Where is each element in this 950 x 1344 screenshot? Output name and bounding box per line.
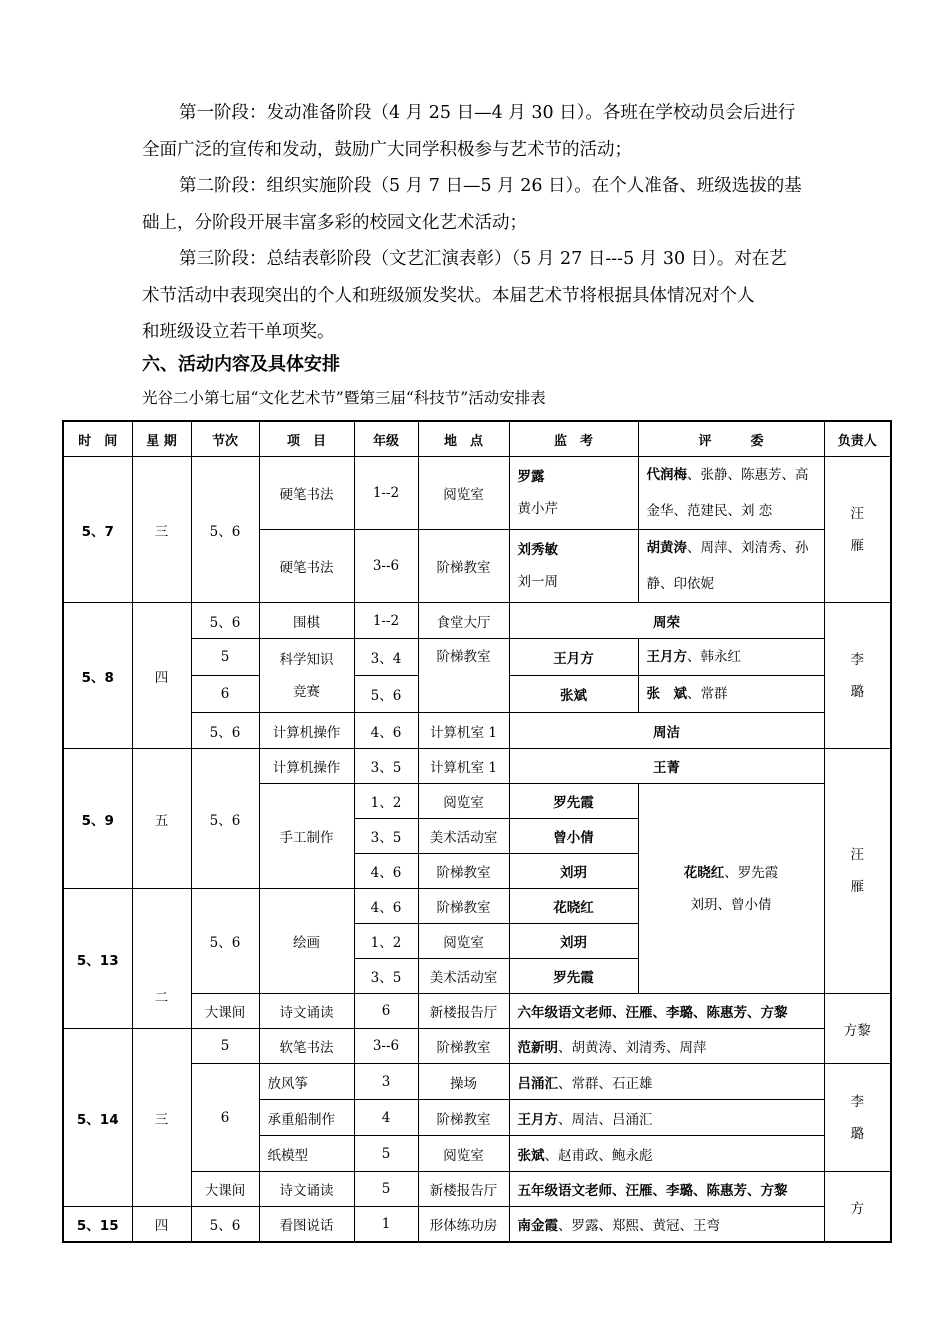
grade-cell: 1--2 <box>354 457 418 530</box>
item-cell: 诗文诵读 <box>259 1172 354 1207</box>
owner-cell <box>824 749 891 994</box>
item-line-1: 科学知识 <box>279 651 334 668</box>
place-cell: 阅览室 <box>418 784 509 819</box>
place-cell: 阶梯教室 <box>418 1029 509 1064</box>
staff-lead: 范新明 <box>517 1040 558 1056</box>
schedule-table <box>62 420 892 1243</box>
place-cell: 操场 <box>418 1064 509 1100</box>
owner-cell <box>824 603 891 749</box>
date-cell: 5、14 <box>63 1029 132 1207</box>
stage-3-line-2: 术节活动中表现突出的个人和班级颁发奖状。本届艺术节将根据具体情况对个人 <box>142 285 755 306</box>
place-cell: 阶梯教室 <box>418 1100 509 1136</box>
owner-cell <box>824 457 891 603</box>
proctor-cell: 罗先霞 <box>509 784 638 819</box>
place-cell: 计算机室 1 <box>418 713 509 749</box>
proctor-primary: 罗露 <box>517 469 545 485</box>
place-cell: 阶梯教室 <box>418 854 509 889</box>
staff-cell <box>509 1100 824 1136</box>
judge-lead: 王月方 <box>646 649 687 665</box>
header-weekday: 星 期 <box>132 421 191 457</box>
owner-cell: 方 <box>824 1172 891 1243</box>
header-period: 节次 <box>191 421 259 457</box>
grade-cell: 1、2 <box>354 784 418 819</box>
grade-cell: 3、5 <box>354 959 418 994</box>
item-cell: 硬笔书法 <box>259 457 354 530</box>
judge-list: 、韩永红 <box>687 649 741 665</box>
judges-cell <box>638 784 824 994</box>
header-owner: 负责人 <box>824 421 891 457</box>
stage-3-line-1: 第三阶段：总结表彰阶段（文艺汇演表彰）（5 月 27 日---5 月 30 日）。对在艺 <box>179 249 787 269</box>
item-cell: 计算机操作 <box>259 713 354 749</box>
date-cell: 5、15 <box>63 1207 132 1243</box>
stage-1-line-2: 全面广泛的宣传和发动，鼓励广大同学积极参与艺术节的活动； <box>142 139 632 160</box>
period-cell: 5、6 <box>191 713 259 749</box>
item-cell <box>259 639 354 713</box>
staff-cell: 五年级语文老师、汪雁、李璐、陈惠芳、方黎 <box>509 1172 824 1207</box>
place-cell: 形体练功房 <box>418 1207 509 1243</box>
grade-cell: 3--6 <box>354 1029 418 1064</box>
grade-cell: 5、6 <box>354 676 418 713</box>
table-row <box>63 457 891 530</box>
header-place: 地 点 <box>418 421 509 457</box>
item-cell: 绘画 <box>259 889 354 994</box>
period-cell: 5、6 <box>191 1207 259 1243</box>
grade-cell: 1、2 <box>354 924 418 959</box>
period-cell: 6 <box>191 1064 259 1172</box>
judge-list: 、罗先霞 <box>724 864 779 881</box>
place-cell: 阶梯教室 <box>418 639 509 713</box>
grade-cell: 4、6 <box>354 713 418 749</box>
judges-cell <box>638 676 824 713</box>
weekday-cell: 四 <box>132 603 191 749</box>
owner-char-2: 璐 <box>850 683 864 700</box>
judge-list: 、常群 <box>687 686 728 702</box>
item-line-2: 竞赛 <box>293 683 320 700</box>
weekday-cell: 二 <box>132 889 191 1029</box>
place-cell: 美术活动室 <box>418 959 509 994</box>
staff-cell: 周荣 <box>509 603 824 639</box>
item-cell: 手工制作 <box>259 784 354 889</box>
table-row <box>63 603 891 639</box>
date-cell: 5、9 <box>63 749 132 889</box>
item-cell: 放风筝 <box>259 1064 354 1100</box>
period-cell: 大课间 <box>191 1172 259 1207</box>
grade-cell: 3--6 <box>354 530 418 603</box>
weekday-cell: 三 <box>132 457 191 603</box>
proctor-cell: 曾小倩 <box>509 819 638 854</box>
owner-char-2: 雁 <box>850 537 864 554</box>
staff-list: 、赵甫政、鲍永彪 <box>544 1147 653 1164</box>
staff-cell: 六年级语文老师、汪雁、李璐、陈惠芳、方黎 <box>509 994 824 1029</box>
owner-char-1: 汪 <box>850 847 864 863</box>
grade-cell: 4、6 <box>354 889 418 924</box>
staff-list: 、周洁、吕涌汇 <box>558 1111 653 1128</box>
staff-cell: 周洁 <box>509 713 824 749</box>
proctor-cell: 刘玥 <box>509 854 638 889</box>
owner-cell <box>824 1064 891 1172</box>
staff-cell <box>509 1064 824 1100</box>
item-cell: 硬笔书法 <box>259 530 354 603</box>
grade-cell: 5 <box>354 1172 418 1207</box>
period-cell: 5 <box>191 1029 259 1064</box>
header-judges: 评 委 <box>638 421 824 457</box>
table-header-row <box>63 421 891 457</box>
place-cell: 计算机室 1 <box>418 749 509 784</box>
place-cell: 阶梯教室 <box>418 889 509 924</box>
proctor-secondary: 黄小芹 <box>517 501 558 517</box>
judge-lead: 张 斌 <box>646 686 687 702</box>
item-cell: 诗文诵读 <box>259 994 354 1029</box>
judges-cell <box>638 639 824 676</box>
table-caption: 光谷二小第七届“文化艺术节”暨第三届“科技节”活动安排表 <box>142 389 546 407</box>
proctor-cell: 罗先霞 <box>509 959 638 994</box>
proctor-cell: 刘玥 <box>509 924 638 959</box>
grade-cell: 3、5 <box>354 749 418 784</box>
place-cell: 阅览室 <box>418 1136 509 1172</box>
staff-list: 、常群、石正雄 <box>558 1075 653 1092</box>
staff-lead: 王月方 <box>517 1111 558 1128</box>
date-cell: 5、8 <box>63 603 132 749</box>
weekday-cell: 三 <box>132 1029 191 1207</box>
judge-list-2: 刘玥、曾小倩 <box>690 896 772 913</box>
period-cell: 5、6 <box>191 889 259 994</box>
item-cell: 软笔书法 <box>259 1029 354 1064</box>
period-cell: 5、6 <box>191 603 259 639</box>
weekday-cell: 五 <box>132 749 191 889</box>
item-cell: 纸模型 <box>259 1136 354 1172</box>
period-cell: 5 <box>191 639 259 676</box>
grade-cell: 3 <box>354 1064 418 1100</box>
owner-char-2: 雁 <box>850 879 864 895</box>
proctor-cell: 花晓红 <box>509 889 638 924</box>
item-cell: 看图说话 <box>259 1207 354 1243</box>
staff-cell <box>509 1029 824 1064</box>
header-proctor: 监 考 <box>509 421 638 457</box>
staff-list: 、罗露、郑熙、黄冠、王弯 <box>558 1218 720 1234</box>
proctor-cell: 张斌 <box>509 676 638 713</box>
place-cell: 新楼报告厅 <box>418 994 509 1029</box>
grade-cell: 4 <box>354 1100 418 1136</box>
header-item: 项 目 <box>259 421 354 457</box>
table-row <box>63 1029 891 1064</box>
owner-char-1: 汪 <box>850 505 864 522</box>
grade-cell: 6 <box>354 994 418 1029</box>
period-cell: 6 <box>191 676 259 713</box>
staff-lead: 南金霞 <box>517 1218 558 1234</box>
judge-lead: 花晓红 <box>683 864 725 881</box>
stage-1-line-1: 第一阶段：发动准备阶段（4 月 25 日—4 月 30 日）。各班在学校动员会后进行 <box>179 103 796 123</box>
header-grade: 年级 <box>354 421 418 457</box>
place-cell: 新楼报告厅 <box>418 1172 509 1207</box>
grade-cell: 3、4 <box>354 639 418 676</box>
table-row <box>63 1207 891 1243</box>
judges-cell <box>638 457 824 530</box>
staff-cell <box>509 1136 824 1172</box>
proctor-secondary: 刘一周 <box>517 574 558 590</box>
owner-char-2: 璐 <box>850 1125 864 1142</box>
judge-lead: 代润梅 <box>646 467 687 483</box>
judges-cell <box>638 530 824 603</box>
item-cell: 计算机操作 <box>259 749 354 784</box>
judge-lead: 胡黄涛 <box>646 540 687 556</box>
period-cell: 5、6 <box>191 749 259 889</box>
stage-3-line-3: 和班级设立若干单项奖。 <box>142 322 335 342</box>
proctor-cell: 王月方 <box>509 639 638 676</box>
staff-cell <box>509 1207 824 1243</box>
proctor-cell <box>509 530 638 603</box>
stage-2-paragraph <box>142 168 814 241</box>
place-cell: 食堂大厅 <box>418 603 509 639</box>
stage-3-paragraph <box>142 241 814 351</box>
staff-list: 、胡黄涛、刘清秀、周萍 <box>558 1040 707 1056</box>
section-heading: 六、活动内容及具体安排 <box>142 354 340 375</box>
staff-lead: 吕涌汇 <box>517 1075 558 1092</box>
stage-2-line-1: 第二阶段：组织实施阶段（5 月 7 日—5 月 26 日）。在个人准备、班级选拔的基 <box>179 176 802 196</box>
stage-2-line-2: 础上，分阶段开展丰富多彩的校园文化艺术活动； <box>142 212 527 233</box>
table-row <box>63 749 891 784</box>
staff-cell: 王菁 <box>509 749 824 784</box>
date-cell: 5、7 <box>63 457 132 603</box>
item-cell: 围棋 <box>259 603 354 639</box>
grade-cell: 1--2 <box>354 603 418 639</box>
staff-lead: 张斌 <box>517 1147 545 1164</box>
period-cell: 大课间 <box>191 994 259 1029</box>
place-cell: 阅览室 <box>418 457 509 530</box>
place-cell: 阶梯教室 <box>418 530 509 603</box>
proctor-cell <box>509 457 638 530</box>
proctor-primary: 刘秀敏 <box>517 542 558 558</box>
owner-char-1: 李 <box>850 651 864 668</box>
header-time: 时 间 <box>63 421 132 457</box>
place-cell: 美术活动室 <box>418 819 509 854</box>
item-cell: 承重船制作 <box>259 1100 354 1136</box>
weekday-cell: 四 <box>132 1207 191 1243</box>
period-cell: 5、6 <box>191 457 259 603</box>
date-cell: 5、13 <box>63 889 132 1029</box>
stage-1-paragraph <box>142 95 814 168</box>
grade-cell: 1 <box>354 1207 418 1243</box>
owner-char-1: 李 <box>850 1093 864 1110</box>
judge-list: 、张静、陈惠芳、高金华、范建民、刘 恋 <box>646 467 809 519</box>
judge-list: 、周萍、刘清秀、孙静、印依妮 <box>646 540 809 592</box>
place-cell: 阅览室 <box>418 924 509 959</box>
grade-cell: 4、6 <box>354 854 418 889</box>
grade-cell: 3、5 <box>354 819 418 854</box>
owner-cell: 方黎 <box>824 994 891 1064</box>
grade-cell: 5 <box>354 1136 418 1172</box>
